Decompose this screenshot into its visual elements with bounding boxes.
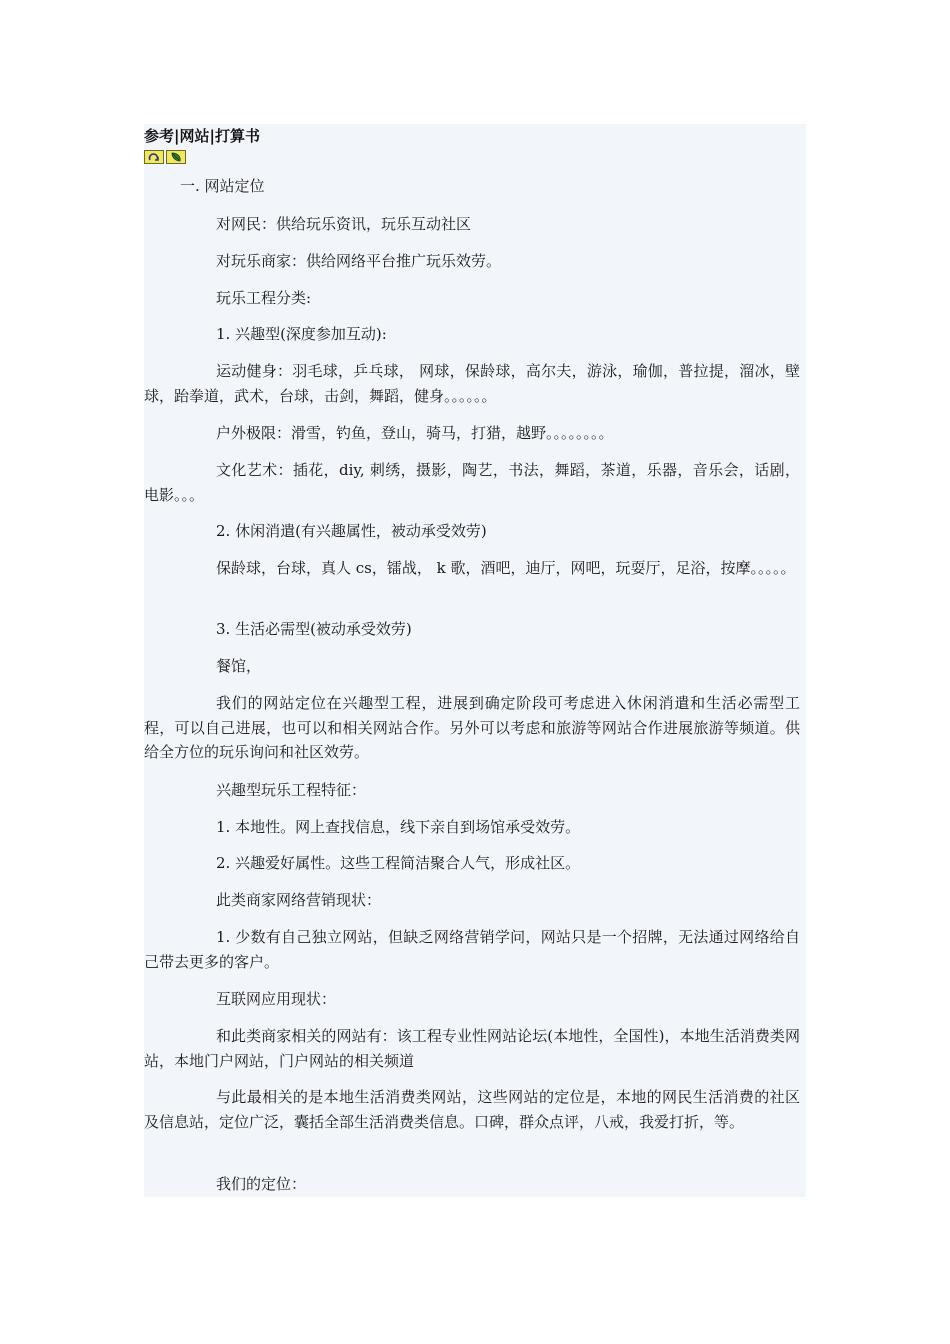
paragraph: 对玩乐商家：供给网络平台推广玩乐效劳。 — [216, 252, 502, 270]
paragraph: 我们的网站定位在兴趣型工程，进展到确定阶段可考虑进入休闲消遣和生活必需型工程，可以自己进展，也可以和相关网站合作。另外可以考虑和旅游等网站合作进展旅游等频道。供给全方位的玩乐询问和社区效劳。 — [144, 694, 800, 761]
paragraph: 保龄球，台球，真人 cs，镭战， k 歌，酒吧，迪厅，网吧，玩耍厅，足浴，按摩。。。。。 — [216, 559, 796, 577]
title-icon-bar — [144, 150, 186, 166]
section-heading: 一. 网站定位 — [180, 177, 265, 195]
document-title: 参考|网站|打算书 — [144, 127, 260, 145]
paragraph: 和此类商家相关的网站有：该工程专业性网站论坛(本地性，全国性)，本地生活消费类网站，本地门户网站，门户网站的相关频道 — [144, 1027, 800, 1070]
paragraph: 运动健身：羽毛球，乒乓球， 网球，保龄球，高尔夫，游泳，瑜伽，普拉提，溜冰，壁球，跆拳道，武术，台球，击剑，舞蹈，健身。。。。。。 — [144, 362, 800, 405]
paragraph: 文化艺术：插花，diy, 刺绣，摄影，陶艺，书法，舞蹈，茶道，乐器，音乐会，话剧，电影。。。 — [144, 461, 800, 504]
leaf-icon[interactable] — [166, 150, 186, 164]
paragraph: 1. 少数有自己独立网站，但缺乏网络营销学问，网站只是一个招牌，无法通过网络给自己带去更多的客户。 — [144, 928, 800, 971]
paragraph: 2. 兴趣爱好属性。这些工程简洁聚合人气，形成社区。 — [216, 854, 581, 872]
paragraph: 我们的定位： — [216, 1175, 307, 1193]
paragraph: 2. 休闲消遣(有兴趣属性，被动承受效劳) — [216, 522, 487, 540]
paragraph: 1. 兴趣型(深度参加互动): — [216, 325, 387, 343]
paragraph: 互联网应用现状： — [216, 990, 337, 1008]
paragraph: 此类商家网络营销现状： — [216, 891, 382, 909]
paragraph: 户外极限：滑雪，钓鱼，登山，骑马，打猎，越野。。。。。。。。 — [216, 424, 614, 442]
paragraph: 3. 生活必需型(被动承受效劳) — [216, 620, 412, 638]
paragraph: 1. 本地性。网上查找信息，线下亲自到场馆承受效劳。 — [216, 818, 581, 836]
refresh-icon[interactable] — [144, 150, 164, 164]
paragraph: 玩乐工程分类: — [216, 289, 312, 307]
paragraph: 餐馆， — [216, 657, 262, 675]
paragraph: 与此最相关的是本地生活消费类网站，这些网站的定位是，本地的网民生活消费的社区及信息站，定位广泛，囊括全部生活消费类信息。口碑，群众点评，八戒，我爱打折，等。 — [144, 1088, 800, 1131]
paragraph: 兴趣型玩乐工程特征： — [216, 781, 367, 799]
paragraph: 对网民：供给玩乐资讯，玩乐互动社区 — [216, 215, 472, 233]
